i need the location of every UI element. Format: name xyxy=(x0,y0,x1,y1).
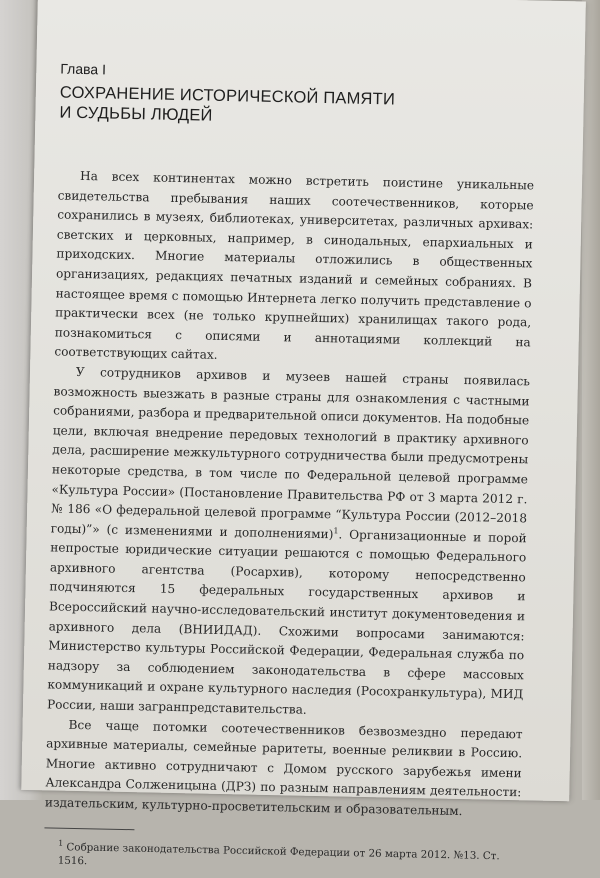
paragraph-1: На всех континентах можно встретить поистине уникальные свидетельства пребывания наших соотечественников, которые сохранились в музеях, библиотеках, университетах, различных архивах: светских и церковных, например, в синодальных, епархиальных и приходских. Многие материалы отложились в общественных организациях, редакциях печатных изданий и семейных собраниях. В настоящее время с помощью Интернета легко получить представление о практически всех (не только крупнейших) хранилищах такого рода, познакомиться с описями и аннотациями коллекций на соответствующих сайтах. xyxy=(54,168,535,363)
paragraph-2 xyxy=(47,362,530,725)
desk-background-right xyxy=(582,0,600,800)
book-page xyxy=(21,0,586,868)
paragraph-2-continuation: . Организационные и порой непростые юридические ситуации решаются с помощью Федерального архивного агентства (Росархив), которому непосредственно подчиняются 15 федеральных государственных архивов и Всероссийский научно-исследовательский институт документоведения и архивного дела (ВНИИДАД). Схожими вопросами занимаются: Министерство культуры Российской Федерации, Федеральная служба по надзору за соблюдением законодательства в сфере массовых коммуникаций и охране культурного наследия (Росохранкультура), МИД России, наши загранпредставительства. xyxy=(46,527,527,717)
paragraph-3: Все чаще потомки соотечественников безвозмездно передают архивные материалы, семейные раритеты, военные реликвии в Россию. Многие активно сотрудничают с Домом русского зарубежья имени Александра Солженицына (ДРЗ) по разным направлениям деятельности: издательским, культурно-просветительским и образовательным. xyxy=(44,717,523,819)
footnote-text: Собрание законодательства Российской Федерации от 26 марта 2012. №13. Ст. 1516. xyxy=(57,840,500,868)
footnote-divider xyxy=(44,827,134,830)
chapter-title xyxy=(59,82,536,132)
footnote-marker: 1 xyxy=(58,838,64,848)
paragraph-2-text: У сотрудников архивов и музеев нашей страны появилась возможность выезжать в разные страны для ознакомления с частными собраниями, разбора и предварительной описи документов. На подобные цели, включая внедрение передовых технологий в практику архивного дела, расширение межкультурного сотрудничества были предусмотрены некоторые средства, в том числе по Федеральной целевой программе «Культура России» (Постановление Правительства РФ от 3 марта 2012 г. № 186 «О федеральной целевой программе “Культура России (2012–2018 годы)”» (с изменениями и дополнениями) xyxy=(50,364,531,541)
footnote xyxy=(44,836,521,877)
footnote-reference: 1 xyxy=(333,525,339,536)
chapter-title-line-2: И СУДЬБЫ ЛЮДЕЙ xyxy=(59,103,213,125)
chapter-title-line-1: СОХРАНЕНИЕ ИСТОРИЧЕСКОЙ ПАМЯТИ xyxy=(59,83,396,109)
page-content xyxy=(44,60,537,877)
chapter-label: Глава I xyxy=(60,60,107,78)
